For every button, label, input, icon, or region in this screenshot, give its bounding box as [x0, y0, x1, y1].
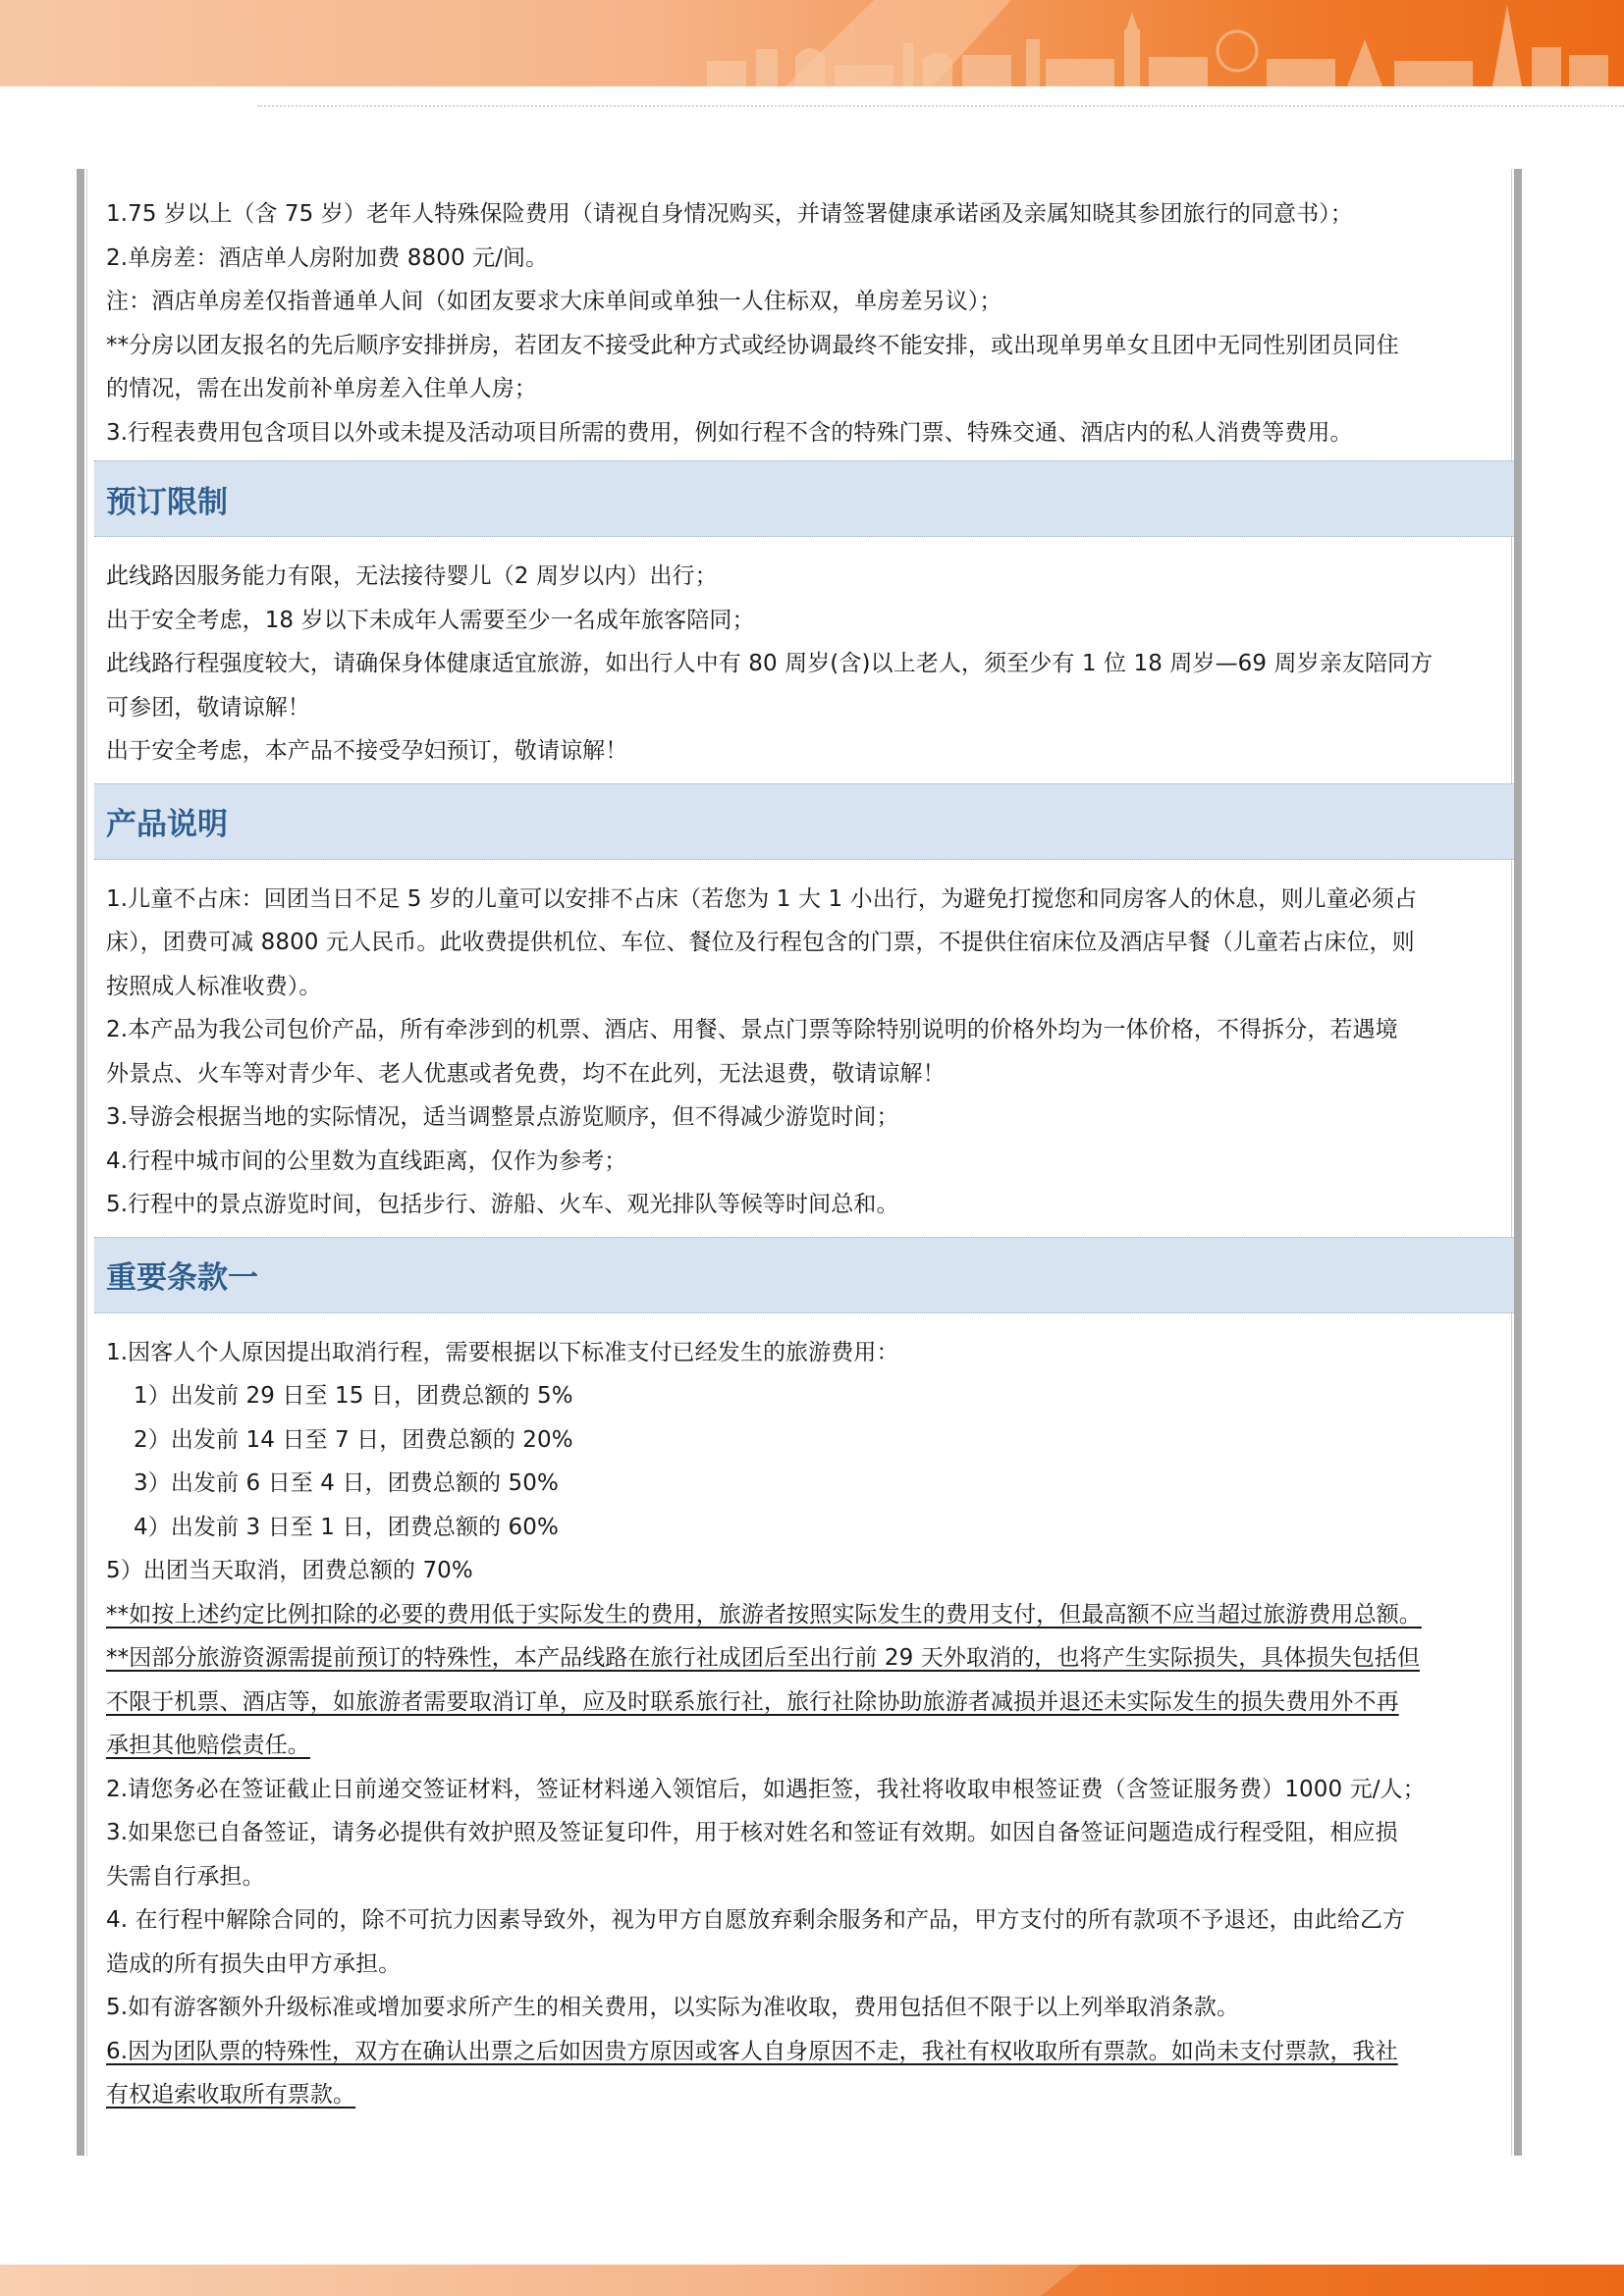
- product-notes-section: [94, 860, 1514, 1237]
- section-heading-important-terms: 重要条款一: [94, 1237, 1514, 1313]
- text-line: 2.单房差：酒店单人房附加费 8800 元/间。: [106, 244, 549, 271]
- content-inner: [94, 169, 1514, 2127]
- text-line: 3.导游会根据当地的实际情况，适当调整景点游览顺序，但不得减少游览时间；: [106, 1104, 899, 1130]
- text-line: 1.儿童不占床：回团当日不足 5 岁的儿童可以安排不占床（若您为 1 大 1 小出行，为避免打搅您和同房客人的休息，则儿童必须占: [106, 885, 1418, 912]
- text-line: 3.行程表费用包含项目以外或未提及活动项目所需的费用，例如行程不含的特殊门票、特殊交通、酒店内的私人消费等费用。: [106, 419, 1353, 446]
- text-line: 出于安全考虑，本产品不接受孕妇预订，敬请谅解！: [106, 738, 628, 764]
- text-line: **分房以团友报名的先后顺序安排拼房，若团友不接受此种方式或经协调最终不能安排，或出现单男单女且团中无同性别团员同住: [106, 332, 1399, 358]
- text-line: 5.行程中的景点游览时间，包括步行、游船、火车、观光排队等候等时间总和。: [106, 1192, 899, 1217]
- text-line: 4. 在行程中解除合同的，除不可抗力因素导致外，视为甲方自愿放弃剩余服务和产品，甲方支付的所有款项不予退还，由此给乙方: [106, 1907, 1406, 1933]
- text-line: 床），团费可减 8800 元人民币。此收费提供机位、车位、餐位及行程包含的门票，不提供住宿床位及酒店早餐（儿童若占床位，则: [106, 930, 1415, 955]
- underlined-text-line: 有权追索收取所有票款。: [106, 2082, 356, 2108]
- section-heading-product-notes: 产品说明: [94, 783, 1514, 860]
- text-line: 2）出发前 14 日至 7 日，团费总额的 20%: [134, 1426, 573, 1453]
- text-line: 失需自行承担。: [106, 1863, 265, 1890]
- important-terms-section: [94, 1313, 1514, 2127]
- section-heading-booking-limits: 预订限制: [94, 460, 1514, 537]
- text-line: 此线路行程强度较大，请确保身体健康适宜旅游，如出行人中有 80 周岁(含)以上老人，须至少有 1 位 18 周岁—69 周岁亲友陪同方: [106, 651, 1434, 676]
- footer-stripe-icon: [1041, 2265, 1624, 2296]
- underlined-text-line: **如按上述约定比例扣除的必要的费用低于实际发生的费用，旅游者按照实际发生的费用支付，但最高额不应当超过旅游费用总额。: [106, 1601, 1422, 1628]
- header-banner: [0, 0, 1624, 86]
- underlined-text-line: **因部分旅游资源需提前预订的特殊性，本产品线路在旅行社成团后至出行前 29 天外取消的，也将产生实际损失，具体损失包括但: [106, 1645, 1420, 1671]
- text-line: 可参团，敬请谅解！: [106, 694, 310, 721]
- underlined-text-line: 承担其他赔偿责任。: [106, 1733, 310, 1758]
- text-line: 5.如有游客额外升级标准或增加要求所产生的相关费用，以实际为准收取，费用包括但不限于以上列举取消条款。: [106, 1995, 1240, 2020]
- text-line: 注：酒店单房差仅指普通单人间（如团友要求大床单间或单独一人住标双，单房差另议）；: [106, 289, 1002, 314]
- fees-excluded-section: [94, 169, 1514, 460]
- text-line: 按照成人标准收费）。: [106, 973, 322, 999]
- underlined-text-line: 不限于机票、酒店等，如旅游者需要取消订单，应及时联系旅行社，旅行社除协助旅游者减损并退还未实际发生的损失费用外不再: [106, 1688, 1399, 1715]
- text-line: 外景点、火车等对青少年、老人优惠或者免费，均不在此列，无法退费，敬请谅解！: [106, 1060, 946, 1087]
- header-divider: [257, 105, 1624, 107]
- text-line: 3）出发前 6 日至 4 日，团费总额的 50%: [134, 1470, 559, 1496]
- content-frame: [77, 169, 1522, 2156]
- text-line: 4）出发前 3 日至 1 日，团费总额的 60%: [134, 1514, 559, 1540]
- text-line: 5）出团当天取消，团费总额的 70%: [106, 1558, 473, 1583]
- text-line: 出于安全考虑，18 岁以下未成年人需要至少一名成年旅客陪同；: [106, 607, 755, 633]
- city-skyline-icon: [687, 0, 1624, 86]
- text-line: 3.如果您已自备签证，请务必提供有效护照及签证复印件，用于核对姓名和签证有效期。如因自备签证问题造成行程受阻，相应损: [106, 1820, 1398, 1845]
- booking-limits-section: [94, 537, 1514, 783]
- text-line: 4.行程中城市间的公里数为直线距离，仅作为参考；: [106, 1148, 627, 1174]
- text-line: 1.因客人个人原因提出取消行程，需要根据以下标准支付已经发生的旅游费用：: [106, 1339, 899, 1365]
- text-line: 1）出发前 29 日至 15 日，团费总额的 5%: [134, 1383, 573, 1409]
- text-line: 此线路因服务能力有限，无法接待婴儿（2 周岁以内）出行；: [106, 563, 718, 589]
- text-line: 1.75 岁以上（含 75 岁）老年人特殊保险费用（请视自身情况购买，并请签署健康承诺函及亲属知晓其参团旅行的同意书）；: [106, 201, 1353, 227]
- text-line: 2.本产品为我公司包价产品，所有牵涉到的机票、酒店、用餐、景点门票等除特别说明的价格外均为一体价格，不得拆分，若遇境: [106, 1017, 1398, 1042]
- footer-banner: [0, 2265, 1624, 2296]
- underlined-text-line: 6.因为团队票的特殊性，双方在确认出票之后如因贵方原因或客人自身原因不走，我社有权收取所有票款。如尚未支付票款，我社: [106, 2038, 1398, 2064]
- text-line: 的情况，需在出发前补单房差入住单人房；: [106, 376, 537, 401]
- text-line: 2.请您务必在签证截止日前递交签证材料，签证材料递入领馆后，如遇拒签，我社将收取申根签证费（含签证服务费）1000 元/人；: [106, 1776, 1426, 1802]
- text-line: 造成的所有损失由甲方承担。: [106, 1950, 402, 1977]
